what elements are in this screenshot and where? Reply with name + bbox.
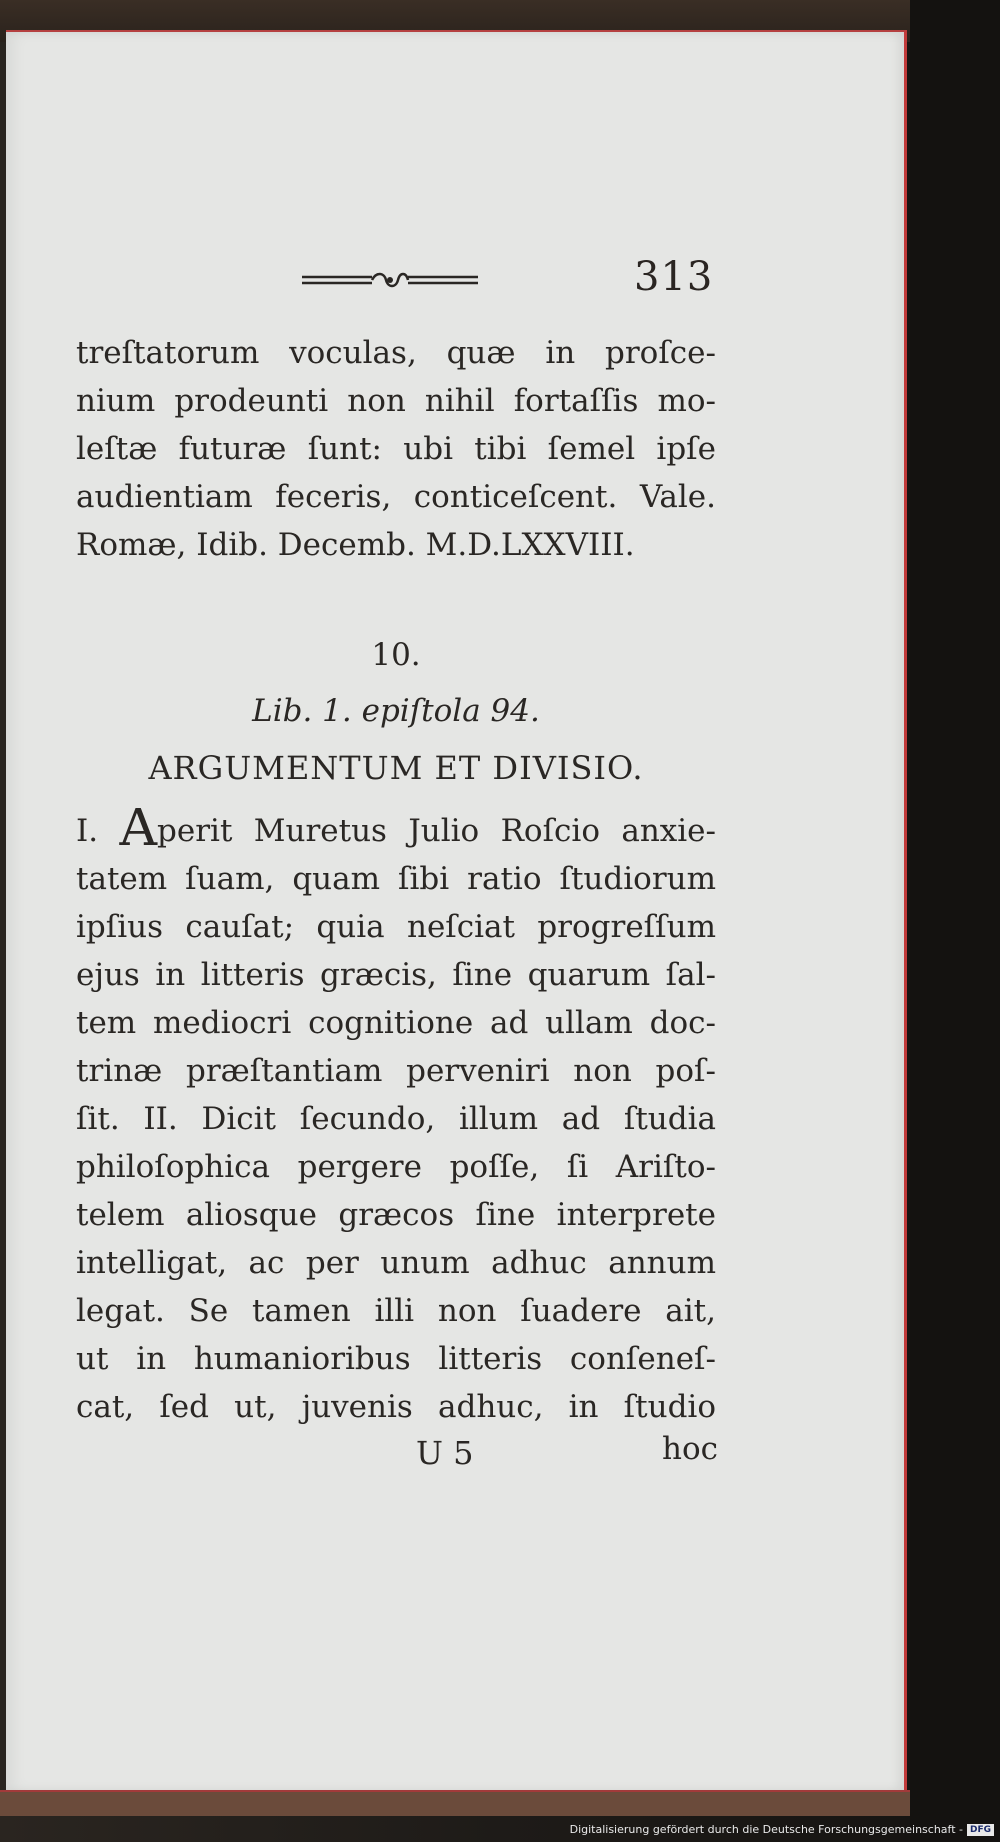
text-line: leſtæ futuræ ſunt: ubi tibi ſemel ipſe bbox=[76, 431, 716, 467]
section-number: 10. bbox=[371, 637, 421, 673]
page-edge-bottom bbox=[0, 1790, 910, 1816]
digitization-credit bbox=[570, 1823, 994, 1836]
page-number: 313 bbox=[634, 254, 714, 300]
signature-mark: U 5 bbox=[416, 1434, 474, 1472]
text-line: ejus in litteris græcis, ſine quarum ſal- bbox=[76, 957, 716, 993]
text-line: cat, ſed ut, juvenis adhuc, in ſtudio bbox=[76, 1389, 716, 1425]
text-line: ut in humanioribus litteris conſeneſ- bbox=[76, 1341, 716, 1377]
scan-background bbox=[910, 0, 1000, 1842]
paragraph-numeral: I. bbox=[76, 813, 99, 849]
text-line: Romæ, Idib. Decemb. M.D.LXXVIII. bbox=[76, 527, 635, 563]
text-line: intelligat, ac per unum adhuc annum bbox=[76, 1245, 716, 1281]
text-line: tatem ſuam, quam ſibi ratio ſtudiorum bbox=[76, 861, 716, 897]
text-line: ſit. II. Dicit ſecundo, illum ad ſtudia bbox=[76, 1101, 716, 1137]
text-line: nium prodeunti non nihil fortaſſis mo- bbox=[76, 383, 716, 419]
text-line: trinæ præſtantiam perveniri non poſ- bbox=[76, 1053, 716, 1089]
catchword: hoc bbox=[662, 1431, 718, 1467]
text-line: treſtatorum voculas, quæ in proſce- bbox=[76, 335, 716, 371]
text-line: tem mediocri cognitione ad ullam doc- bbox=[76, 1005, 716, 1041]
book-page bbox=[6, 30, 907, 1792]
source-reference: Lib. 1. epiſtola 94. bbox=[252, 693, 540, 729]
first-line-text: perit Muretus Julio Roſcio anxie- bbox=[157, 813, 716, 849]
text-line: telem aliosque græcos ſine interprete bbox=[76, 1197, 716, 1233]
text-line: philoſophica pergere poſſe, ſi Ariſto- bbox=[76, 1149, 716, 1185]
dfg-logo-icon: DFG bbox=[967, 1824, 994, 1836]
first-paragraph-line bbox=[76, 808, 716, 854]
text-line: audientiam feceris, conticeſcent. Vale. bbox=[76, 479, 716, 515]
drop-cap: A bbox=[119, 808, 158, 854]
credit-text: Digitalisierung gefördert durch die Deutsche Forschungsgemeinschaft - bbox=[569, 1823, 963, 1836]
text-line: ipſius cauſat; quia neſciat progreſſum bbox=[76, 909, 716, 945]
text-line: legat. Se tamen illi non ſuadere ait, bbox=[76, 1293, 716, 1329]
header-ornament bbox=[300, 270, 480, 290]
section-heading: ARGUMENTUM ET DIVISIO. bbox=[148, 749, 644, 787]
